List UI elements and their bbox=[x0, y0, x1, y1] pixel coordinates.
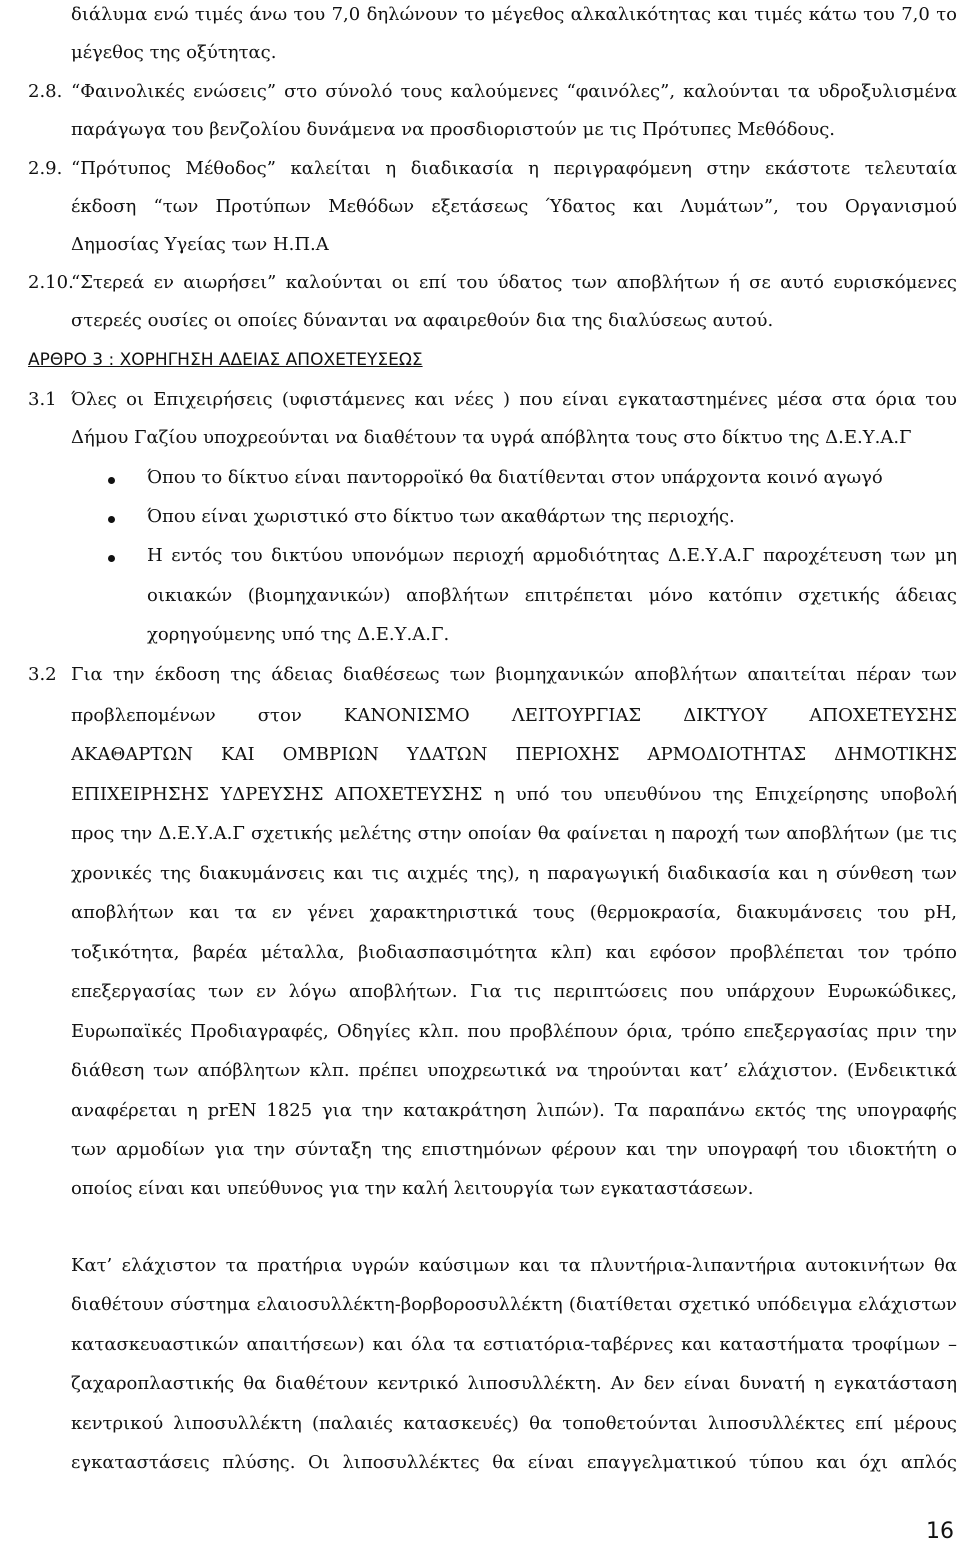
paragraph-line: Δήμου Γαζίου υποχρεούνται να διαθέτουν τα υγρά απόβλητα τους στο δίκτυο της Δ.Ε.Υ.Α.Γ bbox=[71, 427, 912, 448]
bullet-item: Όπου το δίκτυο είναι παντορροϊκό θα διατίθενται στον υπάρχοντα κοινό αγωγό bbox=[147, 467, 883, 488]
bullet-item: Η εντός του δικτύου υπονόμων περιοχή αρμοδιότητας Δ.Ε.Υ.Α.Γ παροχέτευση των μη bbox=[147, 545, 957, 566]
paragraph-line: εγκαταστάσεις πλύσης. Οι λιποσυλλέκτες θα είναι επαγγελματικού τύπου και όχι απλός bbox=[71, 1452, 957, 1473]
definition-line: Δημοσίας Υγείας των Η.Π.Α bbox=[71, 234, 329, 255]
bullet-dot-icon bbox=[108, 555, 115, 562]
paragraph-line: των αρμοδίων για την σύνταξη της επιστημόνων φέρουν και την υπογραφή του ιδιοκτήτη ο bbox=[71, 1139, 957, 1160]
intro-line: διάλυμα ενώ τιμές άνω του 7,0 δηλώνουν το μέγεθος αλκαλικότητας και τιμές κάτω του 7,0 το bbox=[71, 4, 957, 25]
definition-line: “Πρότυπος Μέθοδος” καλείται η διαδικασία η περιγραφόμενη στην εκάστοτε τελευταία bbox=[71, 158, 957, 179]
page-number: 16 bbox=[926, 1519, 954, 1544]
paragraph-line: ΑΚΑΘΑΡΤΩΝ ΚΑΙ ΟΜΒΡΙΩΝ ΥΔΑΤΩΝ ΠΕΡΙΟΧΗΣ ΑΡΜΟΔΙΟΤΗΤΑΣ ΔΗΜΟΤΙΚΗΣ bbox=[71, 744, 957, 765]
paragraph-line: αποβλήτων και τα εν γένει χαρακτηριστικά τους (θερμοκρασία, διακυμάνσεις του pH, bbox=[71, 902, 957, 923]
definition-number: 2.8. bbox=[28, 81, 63, 102]
paragraph-line: τοξικότητα, βαρέα μέταλλα, βιοδιασπασιμότητα κλπ) και εφόσον προβλέπεται τον τρόπο bbox=[71, 942, 957, 963]
paragraph-line: Όλες οι Επιχειρήσεις (υφιστάμενες και νέες ) που είναι εγκαταστημένες μέσα στα όρια του bbox=[71, 389, 957, 410]
bullet-dot-icon bbox=[108, 516, 115, 523]
paragraph-line: επεξεργασίας των εν λόγω αποβλήτων. Για τις περιπτώσεις που υπάρχουν Ευρωκώδικες, bbox=[71, 981, 957, 1002]
definition-line: στερεές ουσίες οι οποίες δύνανται να αφαιρεθούν δια της διαλύσεως αυτού. bbox=[71, 310, 774, 331]
definition-number: 2.9. bbox=[28, 158, 63, 179]
paragraph-line: χρονικές της διακυμάνσεις και τις αιχμές της), η παραγωγική διαδικασία και η σύνθεση των bbox=[71, 863, 957, 884]
bullet-dot-icon bbox=[108, 477, 115, 484]
paragraph-line: Ευρωπαϊκές Προδιαγραφές, Οδηγίες κλπ. που προβλέπουν όρια, τρόπο επεξεργασίας πριν την bbox=[71, 1021, 957, 1042]
paragraph-line: διάθεση των απόβλητων κλπ. πρέπει υποχρεωτικά να τηρούνται κατ’ ελάχιστον. (Ενδεικτικά bbox=[71, 1060, 957, 1081]
paragraph-line: οποίος είναι και υπεύθυνος για την καλή λειτουργία των εγκαταστάσεων. bbox=[71, 1178, 754, 1199]
paragraph-line: Για την έκδοση της άδειας διαθέσεως των βιομηχανικών αποβλήτων απαιτείται πέραν των bbox=[71, 664, 957, 685]
paragraph-line: ζαχαροπλαστικής θα διαθέτουν κεντρικό λιποσυλλέκτη. Αν δεν είναι δυνατή η εγκατάσταση bbox=[71, 1373, 957, 1394]
paragraph-line: προβλεπομένων στον ΚΑΝΟΝΙΣΜΟ ΛΕΙΤΟΥΡΓΙΑΣ ΔΙΚΤΥΟΥ ΑΠΟΧΕΤΕΥΣΗΣ bbox=[71, 705, 957, 726]
definition-line: έκδοση “των Προτύπων Μεθόδων εξετάσεως Ύδατος και Λυμάτων”, του Οργανισμού bbox=[71, 196, 957, 217]
paragraph-number: 3.2 bbox=[28, 664, 57, 685]
definition-line: “Φαινολικές ενώσεις” στο σύνολό τους καλούμενες “φαινόλες”, καλούνται τα υδροξυλισμένα bbox=[71, 81, 957, 102]
paragraph-line: κατασκευαστικών απαιτήσεων) και όλα τα εστιατόρια-ταβέρνες και καταστήματα τροφίμων – bbox=[71, 1334, 957, 1355]
paragraph-line: αναφέρεται η prEN 1825 για την κατακράτηση λιπών). Τα παραπάνω εκτός της υπογραφής bbox=[71, 1100, 957, 1121]
definition-line: “Στερεά εν αιωρήσει” καλούνται οι επί του ύδατος των αποβλήτων ή σε αυτό ευρισκόμενες bbox=[71, 272, 957, 293]
definition-number: 2.10. bbox=[28, 272, 74, 293]
paragraph-line: διαθέτουν σύστημα ελαιοσυλλέκτη-βορβοροσυλλέκτη (διατίθεται σχετικό υπόδειγμα ελάχιστων bbox=[71, 1294, 957, 1315]
paragraph-line: ΕΠΙΧΕΙΡΗΣΗΣ ΥΔΡΕΥΣΗΣ ΑΠΟΧΕΤΕΥΣΗΣ η υπό του υπευθύνου της Επιχείρησης υποβολή bbox=[71, 784, 957, 805]
bullet-item: Όπου είναι χωριστικό στο δίκτυο των ακαθάρτων της περιοχής. bbox=[147, 506, 735, 527]
bullet-item: οικιακών (βιομηχανικών) αποβλήτων επιτρέπεται μόνο κατόπιν σχετικής άδειας bbox=[147, 585, 957, 606]
paragraph-line: κεντρικού λιποσυλλέκτη (παλαιές κατασκευές) θα τοποθετούνται λιποσυλλέκτες επί μέρους bbox=[71, 1413, 957, 1434]
intro-line: μέγεθος της οξύτητας. bbox=[71, 42, 277, 63]
definition-line: παράγωγα του βενζολίου δυνάμενα να προσδιοριστούν με τις Πρότυπες Μεθόδους. bbox=[71, 119, 836, 140]
article-heading: ΑΡΘΡΟ 3 : ΧΟΡΗΓΗΣΗ ΑΔΕΙΑΣ ΑΠΟΧΕΤΕΥΣΕΩΣ bbox=[28, 350, 423, 370]
paragraph-line: Κατ’ ελάχιστον τα πρατήρια υγρών καύσιμων και τα πλυντήρια-λιπαντήρια αυτοκινήτων θα bbox=[71, 1255, 957, 1276]
bullet-item: χορηγούμενης υπό της Δ.Ε.Υ.Α.Γ. bbox=[147, 624, 450, 645]
paragraph-line: προς την Δ.Ε.Υ.Α.Γ σχετικής μελέτης στην οποίαν θα φαίνεται η παροχή των αποβλήτων (με τις bbox=[71, 823, 957, 844]
paragraph-number: 3.1 bbox=[28, 389, 57, 410]
